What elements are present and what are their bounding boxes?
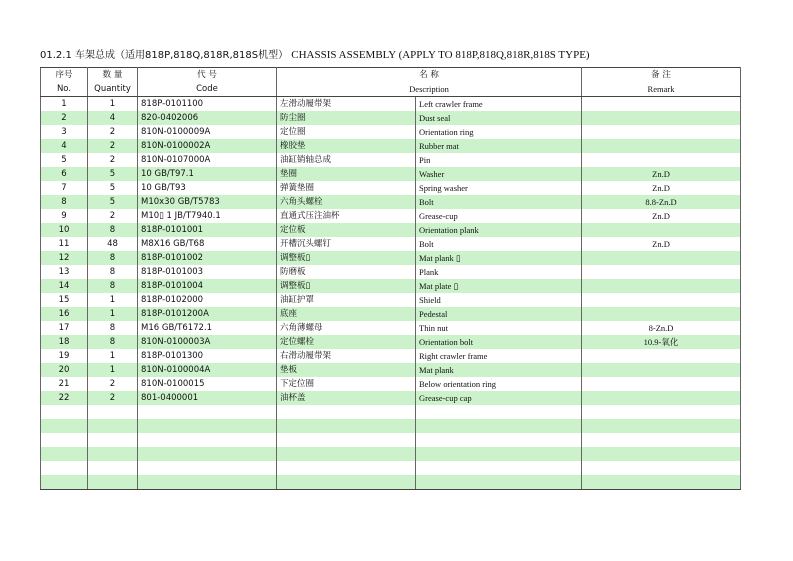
table-row (41, 321, 741, 335)
cell-name-zh: 防磨板 (277, 265, 416, 279)
cell-remark (582, 279, 741, 293)
table-row (41, 181, 741, 195)
cell-code: 810N-0100002A (138, 139, 277, 153)
cell-remark (582, 223, 741, 237)
cell-code: 810N-0100009A (138, 125, 277, 139)
cell-no: 20 (41, 363, 88, 377)
cell-remark (582, 265, 741, 279)
cell-name-zh: 定位圈 (277, 125, 416, 139)
empty-cell (277, 405, 416, 419)
cell-qty: 5 (88, 167, 138, 181)
cell-no: 12 (41, 251, 88, 265)
cell-name-zh: 下定位圈 (277, 377, 416, 391)
empty-cell (582, 475, 741, 490)
cell-remark (582, 391, 741, 405)
empty-row (41, 447, 741, 461)
cell-qty: 2 (88, 209, 138, 223)
cell-code: 810N-0100003A (138, 335, 277, 349)
title-en: CHASSIS ASSEMBLY (APPLY TO 818P,818Q,818R,818S TYPE) (291, 49, 590, 61)
empty-cell (277, 447, 416, 461)
cell-code: 818P-0101002 (138, 251, 277, 265)
cell-qty: 48 (88, 237, 138, 251)
header-remark-zh: 备 注 (582, 68, 741, 83)
cell-remark: 8.8-Zn.D (582, 195, 741, 209)
cell-remark: Zn.D (582, 167, 741, 181)
empty-cell (582, 405, 741, 419)
table-row (41, 279, 741, 293)
cell-code: M8X16 GB/T68 (138, 237, 277, 251)
empty-cell (88, 475, 138, 490)
empty-cell (416, 461, 582, 475)
table-row (41, 377, 741, 391)
table-row (41, 195, 741, 209)
header-no-zh: 序号 (41, 68, 88, 83)
cell-name-zh: 定位板 (277, 223, 416, 237)
cell-name-zh: 六角头螺栓 (277, 195, 416, 209)
cell-code: 810N-0107000A (138, 153, 277, 167)
cell-qty: 8 (88, 321, 138, 335)
cell-qty: 2 (88, 139, 138, 153)
cell-remark (582, 363, 741, 377)
empty-cell (138, 405, 277, 419)
cell-remark (582, 251, 741, 265)
cell-qty: 2 (88, 153, 138, 167)
table-row (41, 349, 741, 363)
cell-remark: Zn.D (582, 237, 741, 251)
document-title (40, 46, 590, 61)
empty-cell (138, 419, 277, 433)
empty-cell (88, 461, 138, 475)
cell-remark: Zn.D (582, 181, 741, 195)
table-row (41, 363, 741, 377)
empty-cell (88, 447, 138, 461)
empty-cell (582, 433, 741, 447)
empty-cell (88, 433, 138, 447)
header-qty-zh: 数 量 (88, 68, 138, 83)
cell-name-en: Left crawler frame (416, 97, 582, 112)
cell-remark (582, 97, 741, 112)
header-row-en (41, 82, 741, 97)
empty-row (41, 475, 741, 490)
cell-qty: 4 (88, 111, 138, 125)
cell-code: 818P-0101003 (138, 265, 277, 279)
empty-cell (416, 419, 582, 433)
header-no-en: No. (41, 82, 88, 97)
cell-no: 15 (41, 293, 88, 307)
empty-cell (582, 461, 741, 475)
table-row (41, 293, 741, 307)
cell-code: 818P-0101100 (138, 97, 277, 112)
cell-name-zh: 橡胶垫 (277, 139, 416, 153)
cell-name-en: Bolt (416, 195, 582, 209)
cell-name-en: Plank (416, 265, 582, 279)
cell-remark (582, 307, 741, 321)
cell-name-en: Mat plate ▯ (416, 279, 582, 293)
empty-cell (88, 405, 138, 419)
cell-name-en: Dust seal (416, 111, 582, 125)
cell-qty: 8 (88, 265, 138, 279)
cell-no: 21 (41, 377, 88, 391)
cell-remark (582, 125, 741, 139)
cell-code: M10▯ 1 JB/T7940.1 (138, 209, 277, 223)
table-row (41, 139, 741, 153)
cell-name-en: Orientation plank (416, 223, 582, 237)
cell-no: 5 (41, 153, 88, 167)
cell-qty: 1 (88, 363, 138, 377)
header-desc-en: Description (277, 82, 582, 97)
table-row (41, 335, 741, 349)
cell-code: 818P-0102000 (138, 293, 277, 307)
cell-remark (582, 349, 741, 363)
empty-cell (88, 419, 138, 433)
empty-cell (416, 447, 582, 461)
cell-name-zh: 底座 (277, 307, 416, 321)
cell-name-zh: 弹簧垫圈 (277, 181, 416, 195)
empty-cell (41, 461, 88, 475)
empty-row (41, 405, 741, 419)
cell-code: 810N-0100015 (138, 377, 277, 391)
cell-code: 818P-0101004 (138, 279, 277, 293)
cell-name-en: Grease-cup cap (416, 391, 582, 405)
header-desc-zh: 名 称 (277, 68, 582, 83)
table-row (41, 237, 741, 251)
cell-no: 3 (41, 125, 88, 139)
cell-code: M16 GB/T6172.1 (138, 321, 277, 335)
cell-name-en: Pedestal (416, 307, 582, 321)
cell-qty: 1 (88, 349, 138, 363)
cell-no: 6 (41, 167, 88, 181)
empty-cell (138, 475, 277, 490)
cell-remark: 8-Zn.D (582, 321, 741, 335)
cell-no: 14 (41, 279, 88, 293)
table-row (41, 307, 741, 321)
header-code-zh: 代 号 (138, 68, 277, 83)
cell-name-zh: 垫圈 (277, 167, 416, 181)
cell-no: 22 (41, 391, 88, 405)
header-qty-en: Quantity (88, 82, 138, 97)
cell-code: 810N-0100004A (138, 363, 277, 377)
cell-code: 10 GB/T97.1 (138, 167, 277, 181)
cell-qty: 5 (88, 195, 138, 209)
cell-name-en: Right crawler frame (416, 349, 582, 363)
header-code-en: Code (138, 82, 277, 97)
cell-name-en: Mat plank (416, 363, 582, 377)
cell-no: 16 (41, 307, 88, 321)
cell-no: 1 (41, 97, 88, 112)
empty-cell (277, 461, 416, 475)
cell-qty: 8 (88, 251, 138, 265)
header-remark-en: Remark (582, 82, 741, 97)
empty-cell (277, 433, 416, 447)
cell-name-en: Mat plank ▯ (416, 251, 582, 265)
empty-cell (277, 475, 416, 490)
cell-no: 18 (41, 335, 88, 349)
cell-no: 7 (41, 181, 88, 195)
cell-qty: 2 (88, 377, 138, 391)
cell-qty: 1 (88, 293, 138, 307)
cell-name-en: Washer (416, 167, 582, 181)
empty-cell (582, 447, 741, 461)
cell-no: 19 (41, 349, 88, 363)
empty-row (41, 419, 741, 433)
empty-cell (277, 419, 416, 433)
parts-table (40, 67, 741, 490)
cell-name-zh: 油杯盖 (277, 391, 416, 405)
cell-no: 11 (41, 237, 88, 251)
cell-name-en: Orientation bolt (416, 335, 582, 349)
cell-no: 8 (41, 195, 88, 209)
cell-remark: Zn.D (582, 209, 741, 223)
table-row (41, 391, 741, 405)
cell-code: 818P-0101300 (138, 349, 277, 363)
cell-name-en: Orientation ring (416, 125, 582, 139)
cell-qty: 5 (88, 181, 138, 195)
header-row-zh (41, 68, 741, 83)
cell-name-zh: 油缸销轴总成 (277, 153, 416, 167)
cell-code: 820-0402006 (138, 111, 277, 125)
empty-cell (138, 461, 277, 475)
cell-qty: 8 (88, 223, 138, 237)
cell-name-en: Shield (416, 293, 582, 307)
cell-no: 13 (41, 265, 88, 279)
cell-name-zh: 左滑动履带架 (277, 97, 416, 112)
cell-code: 801-0400001 (138, 391, 277, 405)
table-body (41, 97, 741, 490)
cell-remark (582, 139, 741, 153)
cell-name-en: Bolt (416, 237, 582, 251)
table-row (41, 97, 741, 112)
cell-remark (582, 377, 741, 391)
table-row (41, 167, 741, 181)
empty-cell (138, 433, 277, 447)
cell-code: 818P-0101200A (138, 307, 277, 321)
cell-name-zh: 直通式压注油杯 (277, 209, 416, 223)
cell-no: 2 (41, 111, 88, 125)
cell-name-en: Grease-cup (416, 209, 582, 223)
cell-code: 818P-0101001 (138, 223, 277, 237)
cell-qty: 2 (88, 391, 138, 405)
table-row (41, 251, 741, 265)
cell-code: 10 GB/T93 (138, 181, 277, 195)
empty-row (41, 461, 741, 475)
table-row (41, 223, 741, 237)
empty-cell (416, 405, 582, 419)
empty-cell (138, 447, 277, 461)
cell-name-zh: 调整板▯ (277, 279, 416, 293)
empty-cell (416, 475, 582, 490)
cell-no: 10 (41, 223, 88, 237)
empty-cell (41, 433, 88, 447)
empty-cell (416, 433, 582, 447)
cell-qty: 2 (88, 125, 138, 139)
cell-name-zh: 油缸护罩 (277, 293, 416, 307)
cell-qty: 1 (88, 97, 138, 112)
empty-cell (41, 447, 88, 461)
table-row (41, 265, 741, 279)
table-row (41, 111, 741, 125)
table-row (41, 209, 741, 223)
empty-row (41, 433, 741, 447)
cell-name-en: Thin nut (416, 321, 582, 335)
cell-name-en: Spring washer (416, 181, 582, 195)
cell-no: 9 (41, 209, 88, 223)
cell-name-zh: 开槽沉头螺钉 (277, 237, 416, 251)
cell-no: 4 (41, 139, 88, 153)
empty-cell (41, 405, 88, 419)
table-row (41, 125, 741, 139)
title-zh: 01.2.1 车架总成（适用818P,818Q,818R,818S机型） (40, 50, 289, 61)
empty-cell (582, 419, 741, 433)
cell-qty: 8 (88, 335, 138, 349)
cell-name-zh: 右滑动履带架 (277, 349, 416, 363)
empty-cell (41, 475, 88, 490)
cell-name-zh: 定位螺栓 (277, 335, 416, 349)
cell-remark (582, 153, 741, 167)
cell-remark: 10.9-氧化 (582, 335, 741, 349)
empty-cell (41, 419, 88, 433)
cell-name-en: Pin (416, 153, 582, 167)
cell-name-zh: 六角薄螺母 (277, 321, 416, 335)
cell-name-zh: 垫板 (277, 363, 416, 377)
cell-name-zh: 调整板▯ (277, 251, 416, 265)
cell-no: 17 (41, 321, 88, 335)
cell-name-zh: 防尘圈 (277, 111, 416, 125)
cell-remark (582, 111, 741, 125)
table-row (41, 153, 741, 167)
cell-code: M10x30 GB/T5783 (138, 195, 277, 209)
cell-qty: 8 (88, 279, 138, 293)
cell-qty: 1 (88, 307, 138, 321)
cell-remark (582, 293, 741, 307)
cell-name-en: Rubber mat (416, 139, 582, 153)
cell-name-en: Below orientation ring (416, 377, 582, 391)
